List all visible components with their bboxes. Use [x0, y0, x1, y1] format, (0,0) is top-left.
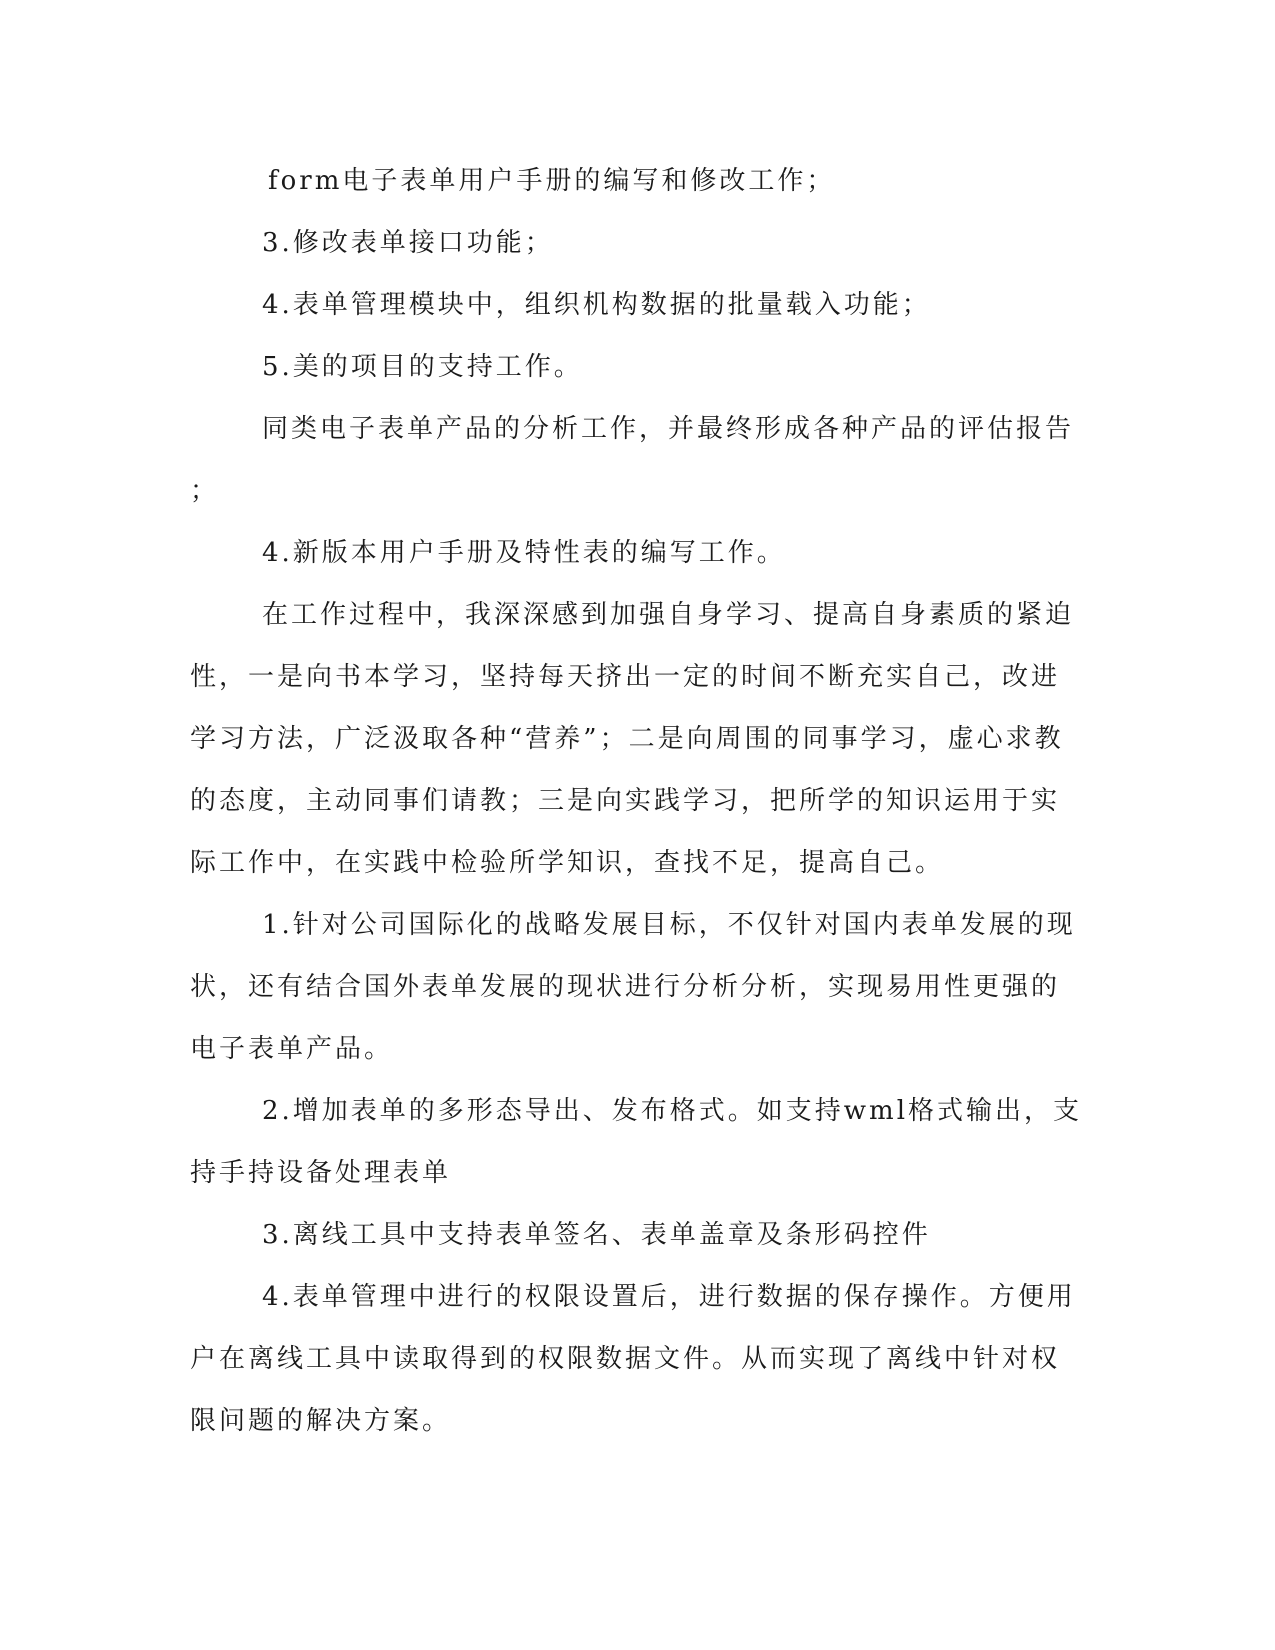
text-line: ；: [190, 476, 220, 506]
document-body: [190, 163, 1090, 1465]
text-line: 3.修改表单接口功能；: [262, 228, 554, 258]
text-line: 状，还有结合国外表单发展的现状进行分析分析，实现易用性更强的: [190, 972, 1061, 1002]
text-line: 在工作过程中，我深深感到加强自身学习、提高自身素质的紧迫: [262, 600, 1075, 630]
text-line: 限问题的解决方案。: [190, 1406, 452, 1436]
text-line: 2.增加表单的多形态导出、发布格式。如支持wml格式输出，支: [262, 1096, 1083, 1126]
text-line: 3.离线工具中支持表单签名、表单盖章及条形码控件: [262, 1220, 931, 1250]
text-line: 4.新版本用户手册及特性表的编写工作。: [262, 538, 786, 568]
text-line: 4.表单管理中进行的权限设置后，进行数据的保存操作。方便用: [262, 1282, 1076, 1312]
text-line: 电子表单产品。: [190, 1034, 394, 1064]
text-line: 户在离线工具中读取得到的权限数据文件。从而实现了离线中针对权: [190, 1344, 1061, 1374]
text-line: 4.表单管理模块中，组织机构数据的批量载入功能；: [262, 290, 931, 320]
text-line: 5.美的项目的支持工作。: [262, 352, 583, 382]
text-line: 持手持设备处理表单: [190, 1158, 452, 1188]
text-line: 性，一是向书本学习，坚持每天挤出一定的时间不断充实自己，改进: [190, 662, 1061, 692]
text-line: 同类电子表单产品的分析工作，并最终形成各种产品的评估报告: [262, 414, 1075, 444]
text-line: 际工作中，在实践中检验所学知识，查找不足，提高自己。: [190, 848, 945, 878]
text-line: 的态度，主动同事们请教；三是向实践学习，把所学的知识运用于实: [190, 786, 1061, 816]
text-line: form电子表单用户手册的编写和修改工作；: [268, 166, 836, 196]
text-line: 1.针对公司国际化的战略发展目标，不仅针对国内表单发展的现: [262, 910, 1076, 940]
text-line: 学习方法，广泛汲取各种“营养”；二是向周围的同事学习，虚心求教: [190, 724, 1064, 754]
